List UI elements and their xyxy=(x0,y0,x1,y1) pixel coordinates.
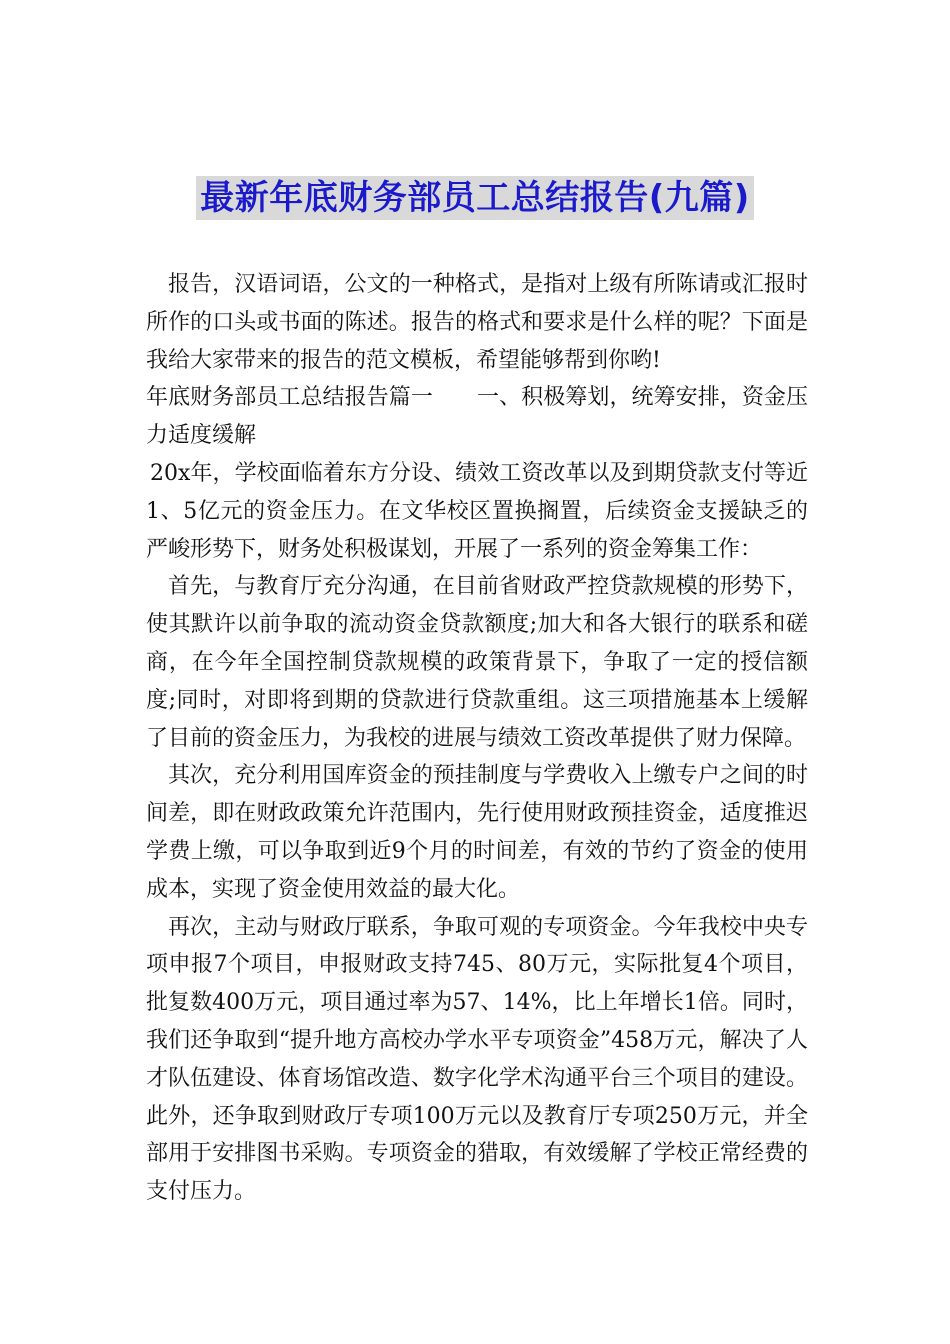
body-paragraph: 再次，主动与财政厅联系，争取可观的专项资金。今年我校中央专项申报7个项目，申报财政支持745、80万元，实际批复4个项目，批复数400万元，项目通过率为57、14%，比上年增长1倍。同时，我们还争取到“提升地方高校办学水平专项资金”458万元，解决了人才队伍建设、体育场馆改造、数字化学术沟通平台三个项目的建设。此外，还争取到财政厅专项100万元以及教育厅专项250万元，并全部用于安排图书采购。专项资金的猎取，有效缓解了学校正常经费的支付压力。 xyxy=(146,914,809,1205)
body-paragraph: 其次，充分利用国库资金的预挂制度与学费收入上缴专户之间的时间差，即在财政政策允许范围内，先行使用财政预挂资金，适度推迟学费上缴，可以争取到近9个月的时间差，有效的节约了资金的使用成本，实现了资金使用效益的最大化。 xyxy=(146,763,808,902)
intro-paragraph: 报告，汉语词语，公文的一种格式，是指对上级有所陈请或汇报时所作的口头或书面的陈述。报告的格式和要求是什么样的呢？下面是我给大家带来的报告的范文模板，希望能够帮到你哟! xyxy=(146,272,808,373)
title-container xyxy=(0,176,950,220)
body-paragraph: 20x年，学校面临着东方分设、绩效工资改革以及到期贷款支付等近1、5亿元的资金压力。在文华校区置换搁置，后续资金支援缺乏的严峻形势下，财务处积极谋划，开展了一系列的资金筹集工作： xyxy=(146,460,808,562)
document-title: 最新年底财务部员工总结报告(九篇) xyxy=(196,176,754,220)
document-body xyxy=(146,266,808,1211)
body-paragraph: 首先，与教育厅充分沟通，在目前省财政严控贷款规模的形势下，使其默许以前争取的流动资金贷款额度;加大和各大银行的联系和磋商，在今年全国控制贷款规模的政策背景下，争取了一定的授信额度;同时，对即将到期的贷款进行贷款重组。这三项措施基本上缓解了目前的资金压力，为我校的进展与绩效工资改革提供了财力保障。 xyxy=(146,574,808,751)
section-heading: 年底财务部员工总结报告篇一 一、积极筹划，统筹安排，资金压力适度缓解 xyxy=(146,385,808,449)
